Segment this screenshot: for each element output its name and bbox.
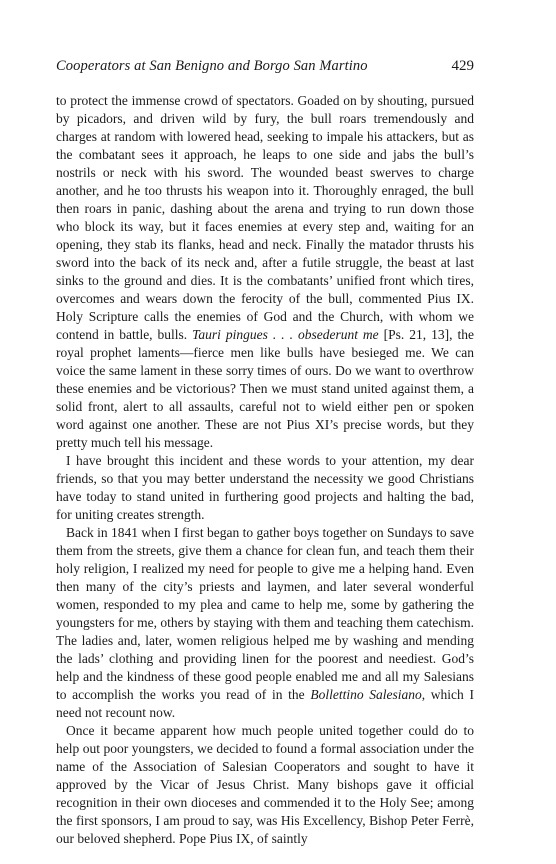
paragraph-2: I have brought this incident and these words to your attention, my dear friends, so that you may better understand the necessity we good Christians have today to stand united in furthering good projects and halting the bad, for uniting creates strength. bbox=[56, 453, 474, 522]
paragraph-1-part-a: to protect the immense crowd of spectators. Goaded on by shouting, pursued by picadors, and driven wild by fury, the bull roars tremendously and charges at random with lowered head, seeking to impale his attackers, but as the combatant sees it approach, he leaps to one side and jabs the bull’s nostrils or neck with his sword. The wounded beast swerves to charge another, and he too thrusts his weapon into it. Thoroughly enraged, the bull then roars in panic, dashing about the arena and trying to run down those who block its way, but it faces enemies at every step and, waiting for an opening, they stab its flanks, head and neck. Finally the matador thrusts his sword into the back of its neck and, after a futile struggle, the beast at last sinks to the ground and dies. It is the combatants’ unified front which tires, overcomes and wears down the ferocity of the bull, commented Pius IX. Holy Scripture calls the enemies of God and the Church, with whom we contend in battle, bulls. bbox=[56, 93, 474, 342]
paragraph-1 bbox=[56, 92, 474, 452]
publication-title: Bollettino Salesiano bbox=[310, 687, 422, 702]
paragraph-4: Once it became apparent how much people united together could do to help out poor youngsters, we decided to found a formal association under the name of the Association of Salesian Cooperators and sought to have it approved by the Vicar of Jesus Christ. Many bishops gave it official recognition in their own dioceses and commended it to the Holy See; among the first sponsors, I am proud to say, was His Excellency, Bishop Peter Ferrè, our beloved shepherd. Pope Pius IX, of saintly bbox=[56, 723, 474, 846]
paragraph-3 bbox=[56, 524, 474, 722]
paragraph-3-part-b: , which I need not recount now. bbox=[56, 687, 474, 720]
paragraph-1-part-b: [Ps. 21, 13], the royal prophet laments—fierce men like bulls have besieged me. We can voice the same lament in these sorry times of ours. Do we want to overthrow these enemies and be victorious? Then we must stand united against them, a solid front, alert to all assaults, careful not to wield either pen or spoken word against one another. These are not Pius XI’s precise words, but they pretty much tell his message. bbox=[56, 327, 474, 450]
page-header bbox=[56, 58, 474, 75]
running-title: Cooperators at San Benigno and Borgo San Martino bbox=[56, 58, 368, 74]
paragraph-3-part-a: Back in 1841 when I first began to gather boys together on Sundays to save them from the streets, give them a chance for clean fun, and teach them their holy religion, I realized my need for people to give me a helping hand. Even then many of the city’s priests and laymen, and later several wonderful women, responded to my plea and came to help me, some by gathering the youngsters for me, others by staying with them and teaching them catechism. The ladies and, later, women religious helped me by washing and mending the lads’ clothing and providing linen for the poorest and neediest. God’s help and the kindness of these good people enabled me and all my Salesians to accomplish the works you read of in the bbox=[56, 525, 474, 702]
body-text bbox=[56, 92, 474, 848]
page-number: 429 bbox=[451, 58, 474, 74]
latin-quote: Tauri pingues . . . obsederunt me bbox=[192, 327, 379, 342]
